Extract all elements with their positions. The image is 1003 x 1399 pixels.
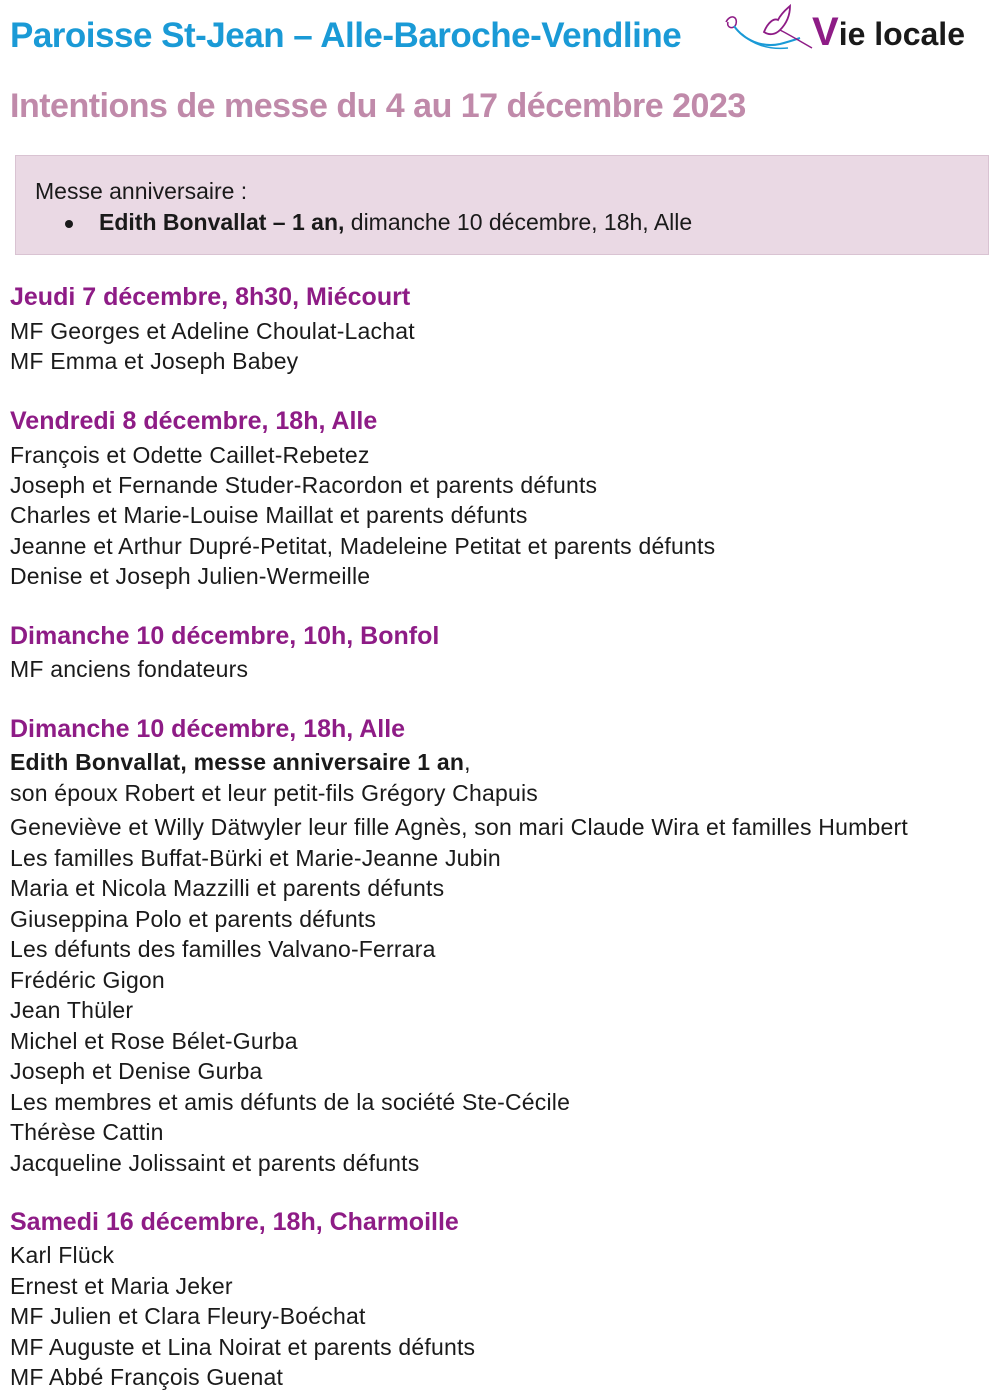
list-item: Charles et Marie-Louise Maillat et parents défunts [10, 502, 528, 528]
logo-wordmark [812, 10, 965, 55]
section-heading: Dimanche 10 décembre, 10h, Bonfol [10, 622, 440, 650]
section-heading: Jeudi 7 décembre, 8h30, Miécourt [10, 283, 411, 311]
lead-tail: , [464, 749, 471, 775]
list-item: MF anciens fondateurs [10, 656, 249, 682]
list-item: MF Julien et Clara Fleury-Boéchat [10, 1303, 366, 1329]
list-item: Geneviève et Willy Dätwyler leur fille Agnès, son mari Claude Wira et familles Humbert [10, 814, 908, 840]
list-item: Frédéric Gigon [10, 967, 165, 993]
list-item: Jean Thüler [10, 997, 134, 1023]
list-item: son époux Robert et leur petit-fils Grégory Chapuis [10, 780, 538, 806]
logo-rest: ie locale [838, 16, 965, 52]
list-item: MF Emma et Joseph Babey [10, 348, 299, 374]
list-item: Thérèse Cattin [10, 1119, 164, 1145]
list-item: MF Auguste et Lina Noirat et parents défunts [10, 1334, 476, 1360]
anniversary-text [99, 209, 692, 236]
list-item: Jacqueline Jolissaint et parents défunts [10, 1150, 420, 1176]
section-heading: Dimanche 10 décembre, 18h, Alle [10, 715, 406, 743]
logo-initial: V [812, 10, 839, 54]
list-item-lead [10, 749, 471, 776]
anniversary-label: Messe anniversaire : [35, 178, 248, 204]
section-heading: Samedi 16 décembre, 18h, Charmoille [10, 1208, 459, 1236]
anniversary-box [15, 155, 989, 255]
list-item: MF Georges et Adeline Choulat-Lachat [10, 318, 415, 344]
list-item: François et Odette Caillet-Rebetez [10, 442, 370, 468]
dove-icon [722, 4, 822, 64]
list-item: Michel et Rose Bélet-Gurba [10, 1028, 298, 1054]
bullet-icon [65, 220, 73, 228]
list-item: Giuseppina Polo et parents défunts [10, 906, 377, 932]
section-heading: Vendredi 8 décembre, 18h, Alle [10, 407, 378, 435]
list-item: Ernest et Maria Jeker [10, 1273, 233, 1299]
list-item: Denise et Joseph Julien-Wermeille [10, 563, 371, 589]
list-item: MF Abbé François Guenat [10, 1364, 284, 1390]
page-subtitle: Intentions de messe du 4 au 17 décembre 2023 [10, 87, 746, 125]
anniversary-details: dimanche 10 décembre, 18h, Alle [344, 209, 693, 235]
list-item: Jeanne et Arthur Dupré-Petitat, Madeleine Petitat et parents défunts [10, 533, 716, 559]
list-item: Les défunts des familles Valvano-Ferrara [10, 936, 436, 962]
list-item: Maria et Nicola Mazzilli et parents défunts [10, 875, 445, 901]
page-title: Paroisse St-Jean – Alle-Baroche-Vendline [10, 16, 682, 55]
list-item: Karl Flück [10, 1242, 115, 1268]
list-item: Les membres et amis défunts de la société Ste-Cécile [10, 1089, 571, 1115]
anniversary-name: Edith Bonvallat – 1 an, [99, 209, 345, 235]
vie-locale-logo [722, 4, 992, 64]
list-item: Joseph et Fernande Studer-Racordon et parents défunts [10, 472, 598, 498]
list-item: Les familles Buffat-Bürki et Marie-Jeanne Jubin [10, 845, 501, 871]
list-item: Joseph et Denise Gurba [10, 1058, 263, 1084]
lead-bold: Edith Bonvallat, messe anniversaire 1 an [10, 749, 465, 775]
